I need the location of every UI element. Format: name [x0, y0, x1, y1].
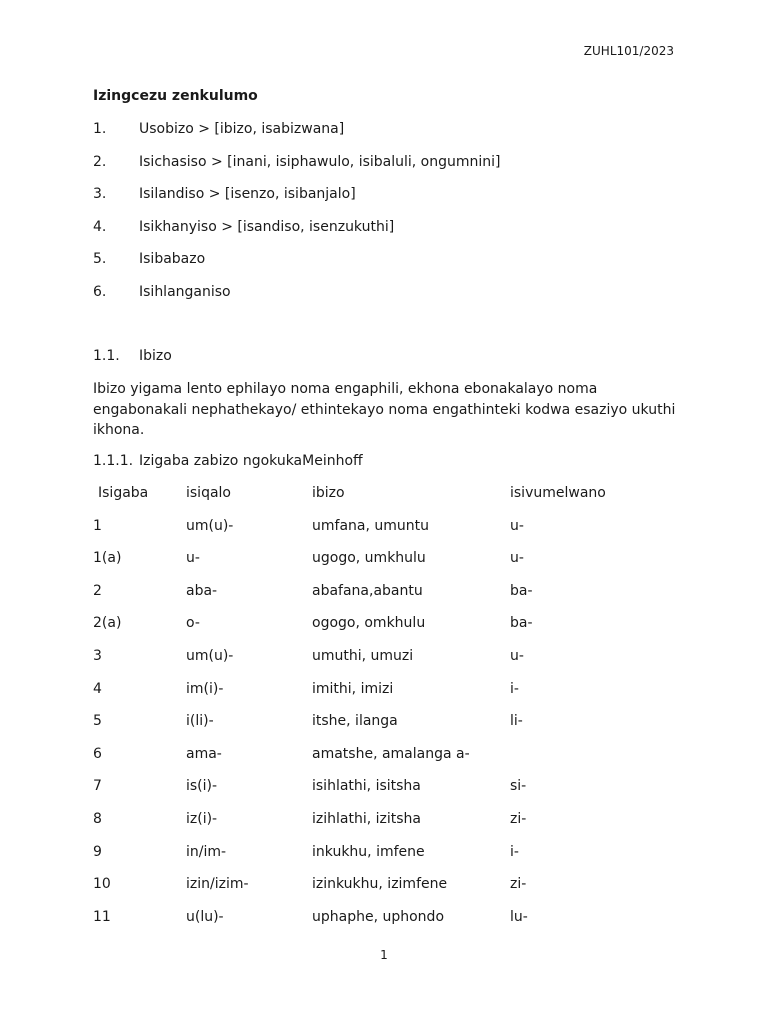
table-cell: 2(a): [93, 615, 122, 632]
list-item-number: 3.: [93, 186, 107, 203]
table-cell: aba-: [186, 582, 218, 599]
table-cell: itshe, ilanga: [312, 713, 398, 730]
table-cell: u(lu)-: [186, 908, 224, 925]
table-cell: 2: [93, 582, 102, 599]
table-cell: 3: [93, 647, 102, 664]
table-cell: u-: [510, 647, 524, 664]
table-cell: abafana,abantu: [312, 582, 423, 599]
table-cell: 6: [93, 745, 102, 762]
table-cell: im(i)-: [186, 680, 224, 697]
table-cell: is(i)-: [186, 778, 218, 795]
section-title: Ibizo: [139, 348, 172, 364]
table-cell: i-: [510, 680, 519, 697]
page-title: Izingcezu zenkulumo: [93, 88, 258, 104]
table-cell: ba-: [510, 615, 533, 632]
column-header: isivumelwano: [510, 485, 606, 501]
table-cell: 4: [93, 680, 102, 697]
subsection-title: Izigaba zabizo ngokukaMeinhoff: [139, 453, 363, 469]
list-item-text: Isikhanyiso > [isandiso, isenzukuthi]: [139, 218, 395, 235]
table-cell: u-: [186, 550, 200, 567]
table-cell: uphaphe, uphondo: [312, 908, 445, 925]
section-number: 1.1.: [93, 348, 120, 364]
list-item-text: Isibabazo: [139, 251, 206, 268]
table-cell: 1(a): [93, 550, 122, 567]
list-item-number: 2.: [93, 153, 107, 170]
table-cell: li-: [510, 713, 523, 730]
table-cell: umuthi, umuzi: [312, 647, 414, 664]
table-cell: iz(i)-: [186, 810, 218, 827]
table-cell: lu-: [510, 908, 528, 925]
table-cell: imithi, imizi: [312, 680, 394, 697]
list-item-number: 4.: [93, 218, 107, 235]
table-cell: i(li)-: [186, 713, 214, 730]
page-number: 1: [380, 948, 388, 962]
table-cell: amatshe, amalanga a-: [312, 745, 470, 762]
list-item-number: 5.: [93, 251, 107, 268]
column-header: Isigaba: [98, 485, 149, 501]
table-cell: um(u)-: [186, 647, 234, 664]
table-cell: 7: [93, 778, 102, 795]
section-heading: [93, 348, 172, 364]
column-header: isiqalo: [186, 485, 231, 501]
table-cell: izinkukhu, izimfene: [312, 876, 448, 893]
list-item-text: Isihlanganiso: [139, 283, 231, 300]
subsection-heading: [93, 453, 363, 469]
list-item-number: 6.: [93, 283, 107, 300]
subsection-number: 1.1.1.: [93, 453, 134, 469]
table-cell: izihlathi, izitsha: [312, 810, 421, 827]
table-cell: 10: [93, 876, 111, 893]
table-cell: zi-: [510, 810, 527, 827]
table-cell: o-: [186, 615, 200, 632]
list-item-text: Isichasiso > [inani, isiphawulo, isibaluli, ongumnini]: [139, 153, 501, 170]
table-cell: inkukhu, imfene: [312, 843, 425, 860]
list-item-number: 1.: [93, 121, 107, 137]
table-cell: 1: [93, 517, 102, 534]
table-cell: i-: [510, 843, 519, 860]
table-cell: 11: [93, 908, 111, 925]
table-cell: 5: [93, 713, 102, 730]
table-cell: zi-: [510, 876, 527, 893]
table-cell: um(u)-: [186, 517, 234, 534]
table-cell: ogogo, omkhulu: [312, 615, 426, 632]
table-cell: ugogo, umkhulu: [312, 550, 426, 567]
table-cell: 9: [93, 843, 102, 860]
list-item-text: Isilandiso > [isenzo, isibanjalo]: [139, 186, 356, 203]
column-header: ibizo: [312, 485, 345, 501]
table-cell: in/im-: [186, 843, 227, 860]
table-cell: izin/izim-: [186, 876, 249, 893]
table-cell: u-: [510, 517, 524, 534]
table-cell: u-: [510, 550, 524, 567]
definition-paragraph: Ibizo yigama lento ephilayo noma engaphili, ekhona ebonakalayo noma engabonakali nephathekayo/ ethintekayo noma engathinteki kodwa esaziyo ukuthi ikhona.: [93, 381, 676, 438]
table-cell: ama-: [186, 745, 222, 762]
table-cell: ba-: [510, 582, 533, 599]
table-cell: si-: [510, 778, 527, 795]
document-code: ZUHL101/2023: [583, 44, 674, 58]
table-cell: umfana, umuntu: [312, 517, 429, 534]
table-cell: 8: [93, 810, 102, 827]
table-cell: isihlathi, isitsha: [312, 778, 421, 795]
list-item-text: Usobizo > [ibizo, isabizwana]: [139, 121, 345, 137]
